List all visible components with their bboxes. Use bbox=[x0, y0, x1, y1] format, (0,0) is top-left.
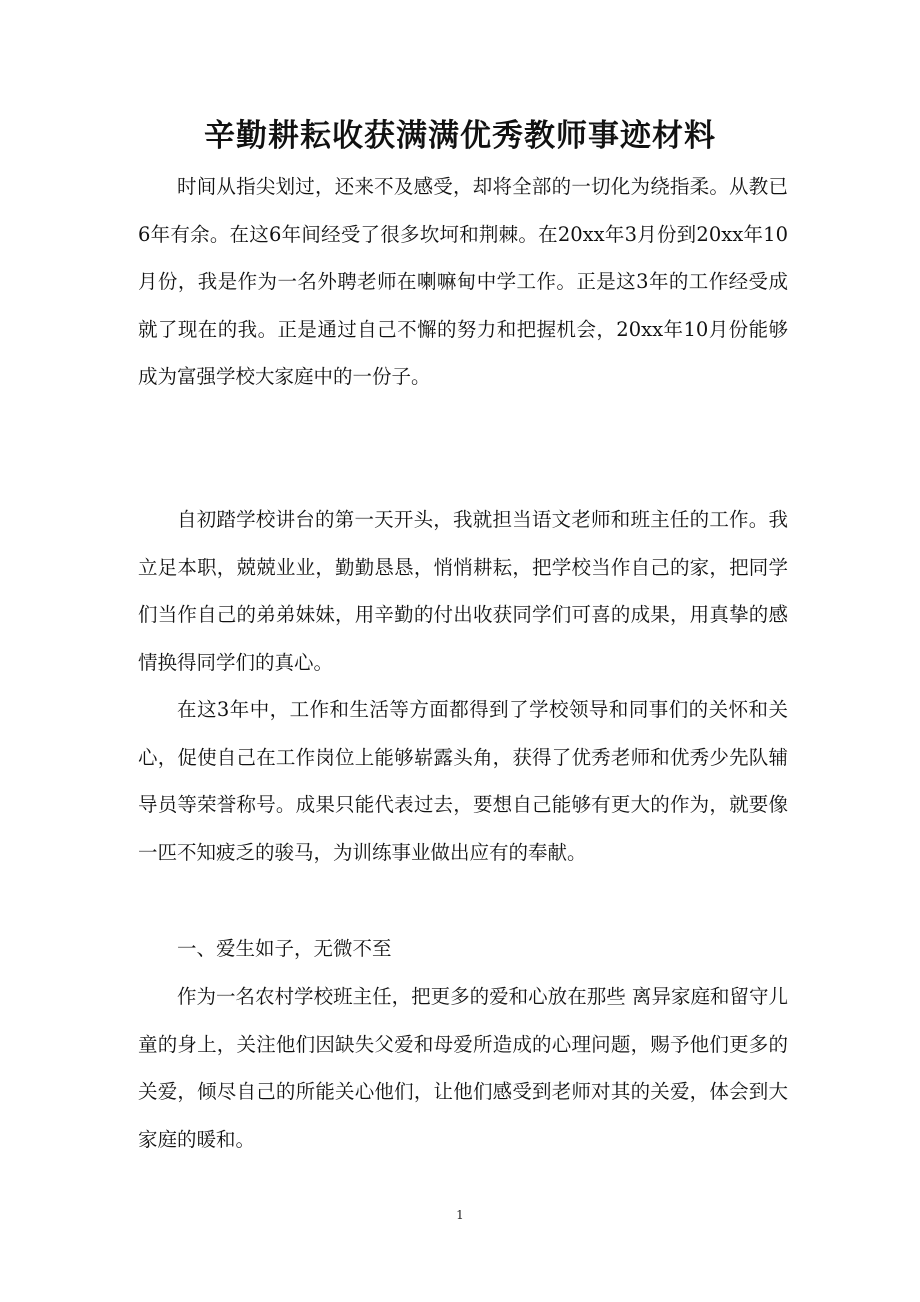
document-title: 辛勤耕耘收获满满优秀教师事迹材料 bbox=[204, 118, 716, 154]
page-number: 1 bbox=[456, 1208, 464, 1222]
paragraph-intro: 时间从指尖划过，还来不及感受，却将全部的一切化为绕指柔。从教已6年有余。在这6年间经受了很多坎坷和荆棘。在20xx年3月份到20xx年10月份，我是作为一名外聘老师在喇嘛甸中学工作。正是这3年的工作经受成就了现在的我。正是通过自己不懈的努力和把握机会，20xx年10月份能够成为富强学校大家庭中的一份子。 bbox=[138, 175, 788, 388]
paragraph-achievements: 在这3年中，工作和生活等方面都得到了学校领导和同事们的关怀和关心，促使自己在工作岗位上能够崭露头角，获得了优秀老师和优秀少先队辅导员等荣誉称号。成果只能代表过去，要想自己能够有更大的作为，就要像一匹不知疲乏的骏马，为训练事业做出应有的奉献。 bbox=[138, 698, 788, 864]
paragraph-teaching-start: 自初踏学校讲台的第一天开头，我就担当语文老师和班主任的工作。我立足本职，兢兢业业，勤勤恳恳，悄悄耕耘，把学校当作自己的家，把同学们当作自己的弟弟妹妹，用辛勤的付出收获同学们可喜的成果，用真挚的感情换得同学们的真心。 bbox=[138, 508, 788, 674]
paragraph-rural-class-teacher: 作为一名农村学校班主任，把更多的爱和心放在那些 离异家庭和留守儿童的身上，关注他们因缺失父爱和母爱所造成的心理问题，赐予他们更多的关爱，倾尽自己的所能关心他们，让他们感受到老师对其的关爱，体会到大家庭的暖和。 bbox=[138, 985, 788, 1151]
section-heading-love-students: 一、爱生如子，无微不至 bbox=[177, 937, 392, 960]
